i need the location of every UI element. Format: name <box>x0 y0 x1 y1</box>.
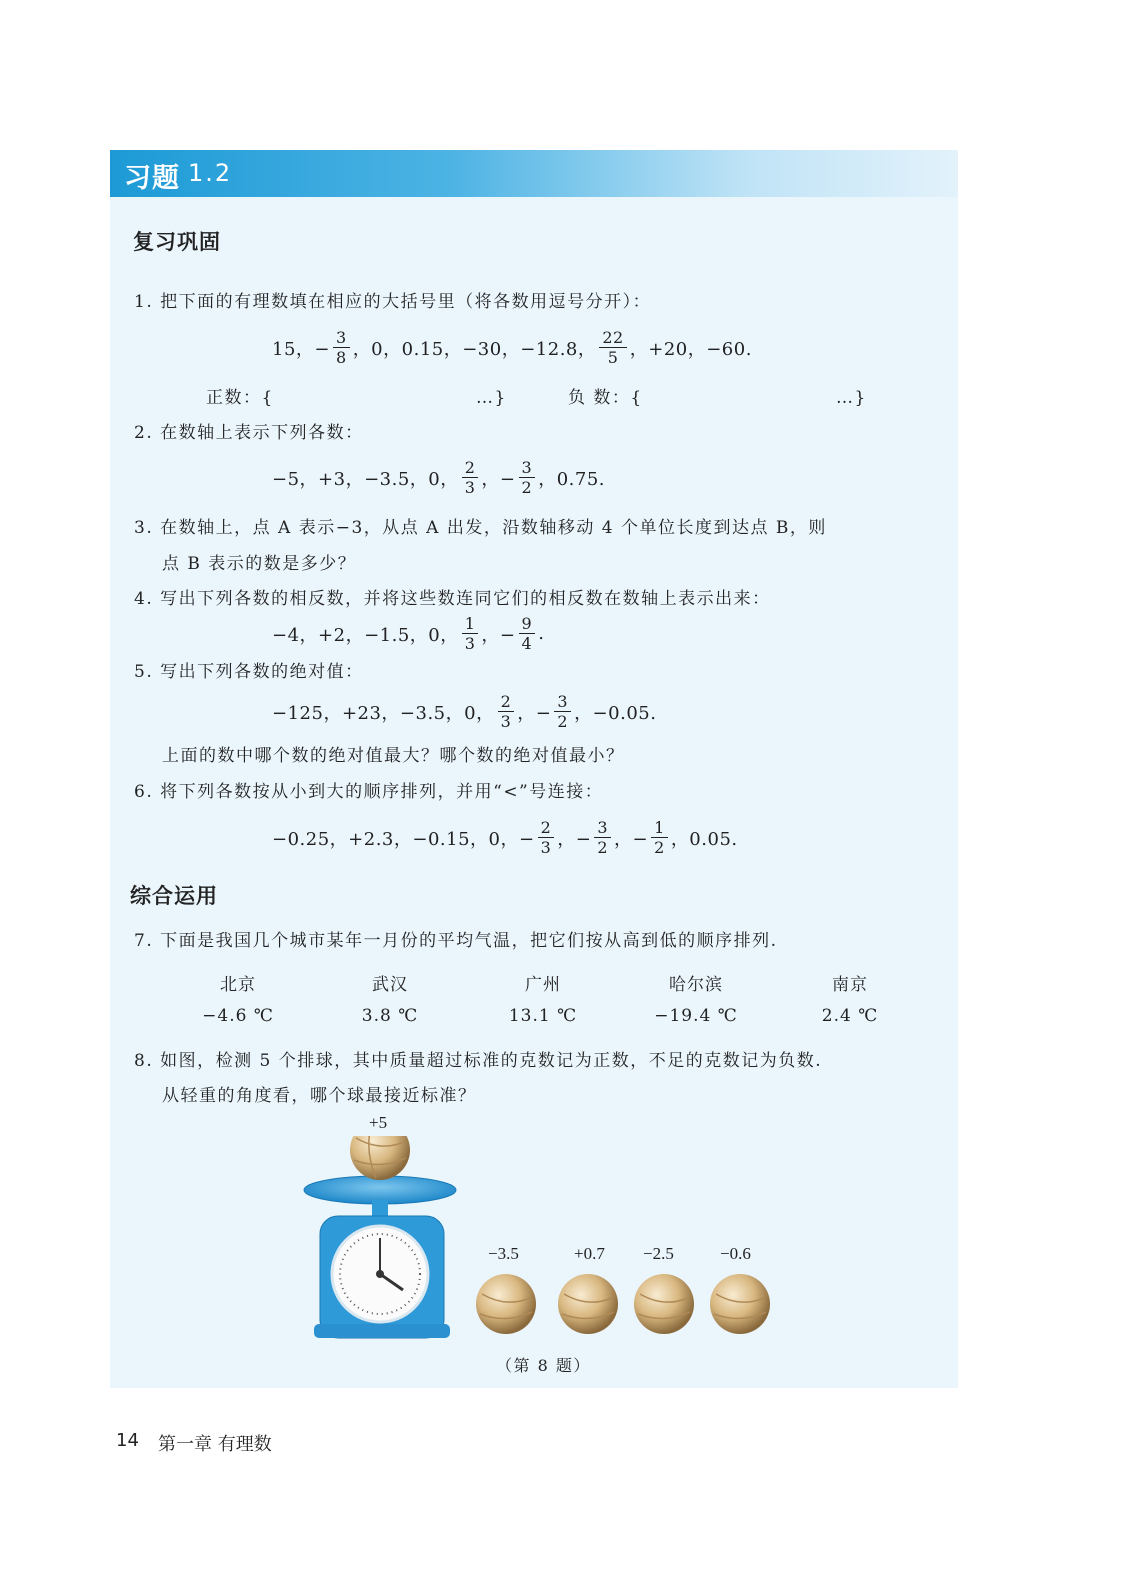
math-text: ，− <box>557 828 592 850</box>
fraction <box>462 614 479 653</box>
fraction <box>519 614 536 653</box>
denominator: 2 <box>521 478 533 497</box>
denominator: 3 <box>464 478 476 497</box>
temp-nanjing: 2.4 ℃ <box>821 1006 879 1026</box>
question-1-numbers <box>272 328 752 367</box>
fraction <box>538 818 555 857</box>
temp-harbin: −19.4 ℃ <box>654 1006 738 1026</box>
fraction <box>333 328 350 367</box>
math-text: ，−0.05. <box>574 702 657 724</box>
numerator: 22 <box>599 328 626 348</box>
temp-beijing: −4.6 ℃ <box>202 1006 274 1026</box>
question-6-text: 6. 将下列各数按从小到大的顺序排列，并用“<”号连接： <box>134 782 604 802</box>
math-text: 15，− <box>272 338 330 360</box>
question-5-numbers <box>272 692 656 731</box>
negative-set-end: …} <box>836 388 867 408</box>
question-2-numbers <box>272 458 605 497</box>
question-3-line-1: 3. 在数轴上，点 A 表示−3，从点 A 出发，沿数轴移动 4 个单位长度到达点 B，则 <box>134 518 827 538</box>
figure-caption: （第 8 题） <box>496 1356 591 1375</box>
question-8-line-1: 8. 如图，检测 5 个排球，其中质量超过标准的克数记为正数，不足的克数记为负数. <box>134 1051 823 1071</box>
volleyball-on-scale <box>350 1136 410 1180</box>
volleyball-2 <box>558 1274 618 1334</box>
positive-set-end: …} <box>476 388 507 408</box>
volleyball-1 <box>476 1274 536 1334</box>
numerator: 2 <box>498 692 515 712</box>
question-6-numbers <box>272 818 738 857</box>
negative-set-label: 负 数：{ <box>568 388 643 408</box>
exercise-title: 习题 <box>124 163 180 194</box>
numerator: 1 <box>651 818 668 838</box>
question-8-line-2: 从轻重的角度看，哪个球最接近标准？ <box>162 1086 477 1106</box>
ball-label-1: −3.5 <box>488 1244 519 1263</box>
question-5-followup: 上面的数中哪个数的绝对值最大？哪个数的绝对值最小？ <box>162 746 625 766</box>
denominator: 5 <box>607 348 619 367</box>
ball-label-4: −0.6 <box>720 1244 751 1263</box>
math-text: −5，+3，−3.5，0， <box>272 468 459 490</box>
temp-wuhan: 3.8 ℃ <box>361 1006 419 1026</box>
fraction <box>554 692 571 731</box>
fraction <box>651 818 668 857</box>
exercise-number: 1.2 <box>188 159 233 187</box>
question-4-text: 4. 写出下列各数的相反数，并将这些数连同它们的相反数在数轴上表示出来： <box>134 589 771 609</box>
denominator: 2 <box>654 838 665 857</box>
question-7-text: 7. 下面是我国几个城市某年一月份的平均气温，把它们按从高到低的顺序排列. <box>134 931 778 951</box>
fraction <box>594 818 611 857</box>
math-text: ，− <box>517 702 552 724</box>
chapter-title: 第一章 有理数 <box>158 1434 272 1455</box>
denominator: 3 <box>500 712 512 731</box>
denominator: 4 <box>521 634 533 653</box>
scale-and-balls-illustration <box>300 1136 780 1346</box>
scale-ball-label: +5 <box>369 1113 388 1132</box>
math-text: ，+20，−60. <box>629 338 752 360</box>
volleyball-4 <box>710 1274 770 1334</box>
city-wuhan: 武汉 <box>372 975 408 995</box>
numerator: 1 <box>462 614 479 634</box>
ball-label-2: +0.7 <box>574 1244 605 1263</box>
question-1-text: 1. 把下面的有理数填在相应的大括号里（将各数用逗号分开）： <box>134 292 652 312</box>
denominator: 3 <box>540 838 552 857</box>
numerator: 9 <box>519 614 536 634</box>
math-text: . <box>538 623 545 644</box>
math-text: −0.25，+2.3，−0.15，0，− <box>272 828 535 850</box>
math-text: ，− <box>481 624 516 646</box>
fraction <box>519 458 536 497</box>
numerator: 2 <box>462 458 479 478</box>
numerator: 3 <box>333 328 350 348</box>
temp-guangzhou: 13.1 ℃ <box>508 1006 578 1026</box>
math-text: ，− <box>614 828 649 850</box>
fraction <box>462 458 479 497</box>
numerator: 2 <box>538 818 555 838</box>
numerator: 3 <box>519 458 536 478</box>
city-guangzhou: 广州 <box>525 975 561 995</box>
denominator: 2 <box>557 712 569 731</box>
ball-label-3: −2.5 <box>643 1244 674 1263</box>
positive-set-label: 正数：{ <box>206 388 274 408</box>
math-text: ，0.75. <box>538 468 606 490</box>
volleyball-3 <box>634 1274 694 1334</box>
question-5-text: 5. 写出下列各数的绝对值： <box>134 662 364 682</box>
city-harbin: 哈尔滨 <box>669 975 723 995</box>
question-2-text: 2. 在数轴上表示下列各数： <box>134 423 364 443</box>
math-text: ，− <box>481 468 516 490</box>
fraction <box>599 328 626 367</box>
section-review-heading: 复习巩固 <box>133 230 221 254</box>
math-text: ，0.05. <box>670 828 738 850</box>
section-apply-heading: 综合运用 <box>130 884 218 908</box>
city-beijing: 北京 <box>220 975 256 995</box>
exercise-banner <box>110 150 958 197</box>
denominator: 8 <box>336 348 347 367</box>
numerator: 3 <box>554 692 571 712</box>
page-number: 14 <box>116 1430 139 1451</box>
fraction <box>498 692 515 731</box>
math-text: −4，+2，−1.5，0， <box>272 624 459 646</box>
city-nanjing: 南京 <box>832 975 868 995</box>
question-3-line-2: 点 B 表示的数是多少？ <box>162 554 357 574</box>
denominator: 2 <box>597 838 609 857</box>
question-4-numbers <box>272 614 544 653</box>
math-text: −125，+23，−3.5，0， <box>272 702 495 724</box>
kitchen-scale-icon <box>304 1176 456 1338</box>
numerator: 3 <box>594 818 611 838</box>
denominator: 3 <box>464 634 476 653</box>
math-text: ，0，0.15，−30，−12.8， <box>352 338 597 360</box>
